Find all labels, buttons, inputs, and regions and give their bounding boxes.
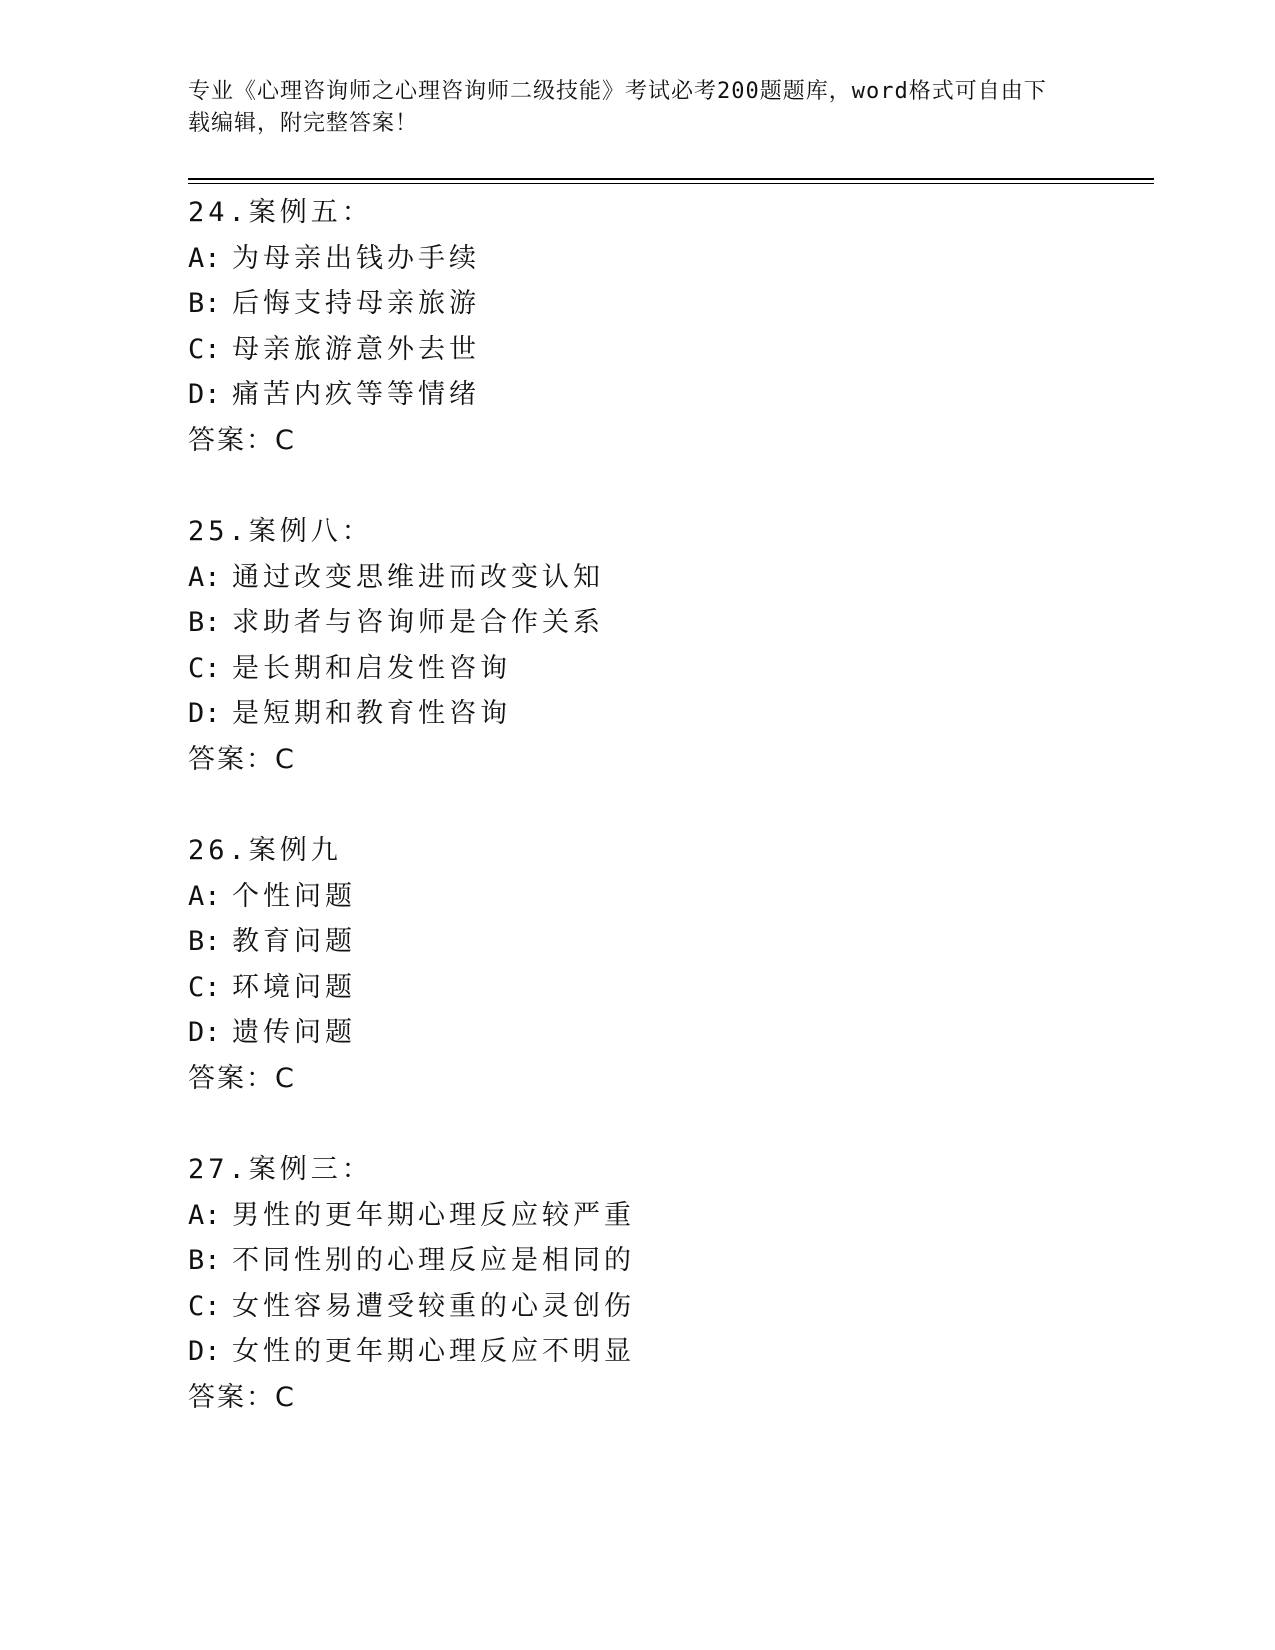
question-item bbox=[188, 1147, 1088, 1420]
option-text: 不同性别的心理反应是相同的 bbox=[232, 1245, 635, 1276]
option-text: 为母亲出钱办手续 bbox=[232, 242, 480, 274]
option-letter: A: bbox=[188, 242, 221, 274]
option-d bbox=[188, 691, 1088, 737]
option-a bbox=[188, 236, 1088, 282]
question-stem: 25.案例八： bbox=[188, 516, 373, 547]
option-b bbox=[188, 600, 1088, 646]
question-stem: 26.案例九 bbox=[188, 835, 342, 866]
option-letter: B: bbox=[188, 926, 221, 957]
question-item bbox=[188, 509, 1088, 782]
option-text: 通过改变思维进而改变认知 bbox=[232, 561, 604, 593]
option-c bbox=[188, 1284, 1088, 1330]
option-d bbox=[188, 1329, 1088, 1375]
option-text: 环境问题 bbox=[232, 971, 356, 1003]
answer-line: 答案：C bbox=[188, 1381, 296, 1413]
option-a bbox=[188, 874, 1088, 920]
option-text: 教育问题 bbox=[232, 926, 356, 957]
question-item bbox=[188, 828, 1088, 1101]
header-divider-thin bbox=[188, 183, 1154, 184]
option-letter: A: bbox=[188, 1199, 221, 1231]
option-text: 痛苦内疚等等情绪 bbox=[232, 379, 480, 410]
document-intro: 专业《心理咨询师之心理咨询师二级技能》考试必考200题题库，word格式可自由下载编辑，附完整答案！ bbox=[188, 79, 1047, 136]
option-letter: C: bbox=[188, 1290, 221, 1322]
option-letter: C: bbox=[188, 333, 221, 365]
option-letter: A: bbox=[188, 561, 221, 593]
option-letter: B: bbox=[188, 607, 221, 638]
question-stem: 27.案例三： bbox=[188, 1154, 373, 1185]
header-divider-thick bbox=[188, 178, 1154, 180]
option-text: 女性的更年期心理反应不明显 bbox=[232, 1336, 635, 1367]
option-d bbox=[188, 1010, 1088, 1056]
option-text: 是短期和教育性咨询 bbox=[232, 698, 511, 729]
question-item bbox=[188, 190, 1088, 463]
option-text: 求助者与咨询师是合作关系 bbox=[232, 607, 604, 638]
option-c bbox=[188, 327, 1088, 373]
answer-line: 答案：C bbox=[188, 424, 296, 456]
question-stem: 24.案例五： bbox=[188, 197, 373, 228]
option-text: 遗传问题 bbox=[232, 1017, 356, 1048]
option-c bbox=[188, 965, 1088, 1011]
option-b bbox=[188, 919, 1088, 965]
answer-line: 答案：C bbox=[188, 1062, 296, 1094]
option-text: 是长期和启发性咨询 bbox=[232, 652, 511, 684]
option-letter: A: bbox=[188, 880, 221, 912]
option-text: 个性问题 bbox=[232, 880, 356, 912]
option-letter: B: bbox=[188, 1245, 221, 1276]
question-list bbox=[188, 190, 1088, 1466]
option-letter: D: bbox=[188, 379, 221, 410]
option-d bbox=[188, 372, 1088, 418]
option-text: 男性的更年期心理反应较严重 bbox=[232, 1199, 635, 1231]
answer-line: 答案：C bbox=[188, 743, 296, 775]
option-letter: D: bbox=[188, 1017, 221, 1048]
option-text: 女性容易遭受较重的心灵创伤 bbox=[232, 1290, 635, 1322]
option-a bbox=[188, 1193, 1088, 1239]
option-letter: C: bbox=[188, 971, 221, 1003]
option-b bbox=[188, 281, 1088, 327]
option-b bbox=[188, 1238, 1088, 1284]
option-letter: D: bbox=[188, 698, 221, 729]
option-c bbox=[188, 646, 1088, 692]
option-a bbox=[188, 555, 1088, 601]
option-letter: D: bbox=[188, 1336, 221, 1367]
option-letter: B: bbox=[188, 288, 221, 319]
option-text: 母亲旅游意外去世 bbox=[232, 333, 480, 365]
option-letter: C: bbox=[188, 652, 221, 684]
option-text: 后悔支持母亲旅游 bbox=[232, 288, 480, 319]
